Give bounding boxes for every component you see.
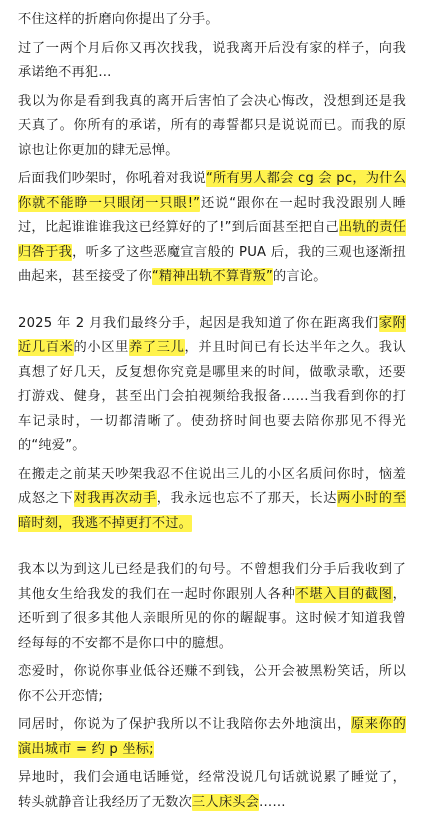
text-segment: 的言论。 xyxy=(273,269,327,284)
text-segment: ，我永远也忘不了那天，长达 xyxy=(156,491,338,506)
text-segment: 不住这样的折磨向你提出了分手。 xyxy=(18,12,219,27)
text-segment: ，并且时间已有长达半年之久。我认真想了好几天，反复想你究竟是哪里来的时间，做歌录歌，还要打游戏、健身，甚至出门会拍视频给我报备……当我看到你的打车记录时，一切都清晰了。使劲挤时间也要去陪你那见不得光的“纯爱”。 xyxy=(18,340,406,453)
paragraph-gap xyxy=(18,540,406,558)
highlighted-text: 出轨的责任归咎于我 xyxy=(18,220,406,260)
text-segment: 恋爱时，你说你事业低谷还赚不到钱，公开会被黑粉笑话，所以你不公开恋情; xyxy=(18,664,406,704)
highlighted-text: 两小时的至暗时刻，我逃不掉更打不过。 xyxy=(18,491,406,531)
paragraph xyxy=(18,167,406,290)
text-segment: 后面我们吵架时，你吼着对我说 xyxy=(18,171,206,186)
highlighted-text: 家附近几百米 xyxy=(18,315,406,355)
paragraph xyxy=(18,312,406,459)
highlighted-text: 对我再次动手 xyxy=(73,491,157,506)
text-segment: 2025 年 2 月我们最终分手，起因是我知道了你在距离我们 xyxy=(18,315,379,331)
text-segment: …… xyxy=(258,794,286,810)
highlighted-text: “精神出轨不算背叛” xyxy=(151,269,274,284)
paragraph xyxy=(18,8,406,33)
text-segment: 我以为你是看到我真的离开后害怕了会决心悔改，没想到还是我天真了。你所有的承诺，所有的毒誓都只是说说而已。而我的原谅也让你更加的肆无忌惮。 xyxy=(18,93,406,158)
text-segment: 过了一两个月后你又再次找我，说我离开后没有家的样子，向我承诺绝不再犯... xyxy=(18,40,406,80)
highlighted-text: 养了三儿 xyxy=(129,340,185,355)
highlighted-text: 不堪入目的截图 xyxy=(295,586,393,602)
text-segment: 同居时，你说为了保护我所以不让我陪你去外地演出， xyxy=(18,717,351,732)
paragraph xyxy=(18,766,406,815)
text-segment: 的小区里 xyxy=(73,340,129,355)
paragraph xyxy=(18,463,406,537)
paragraph xyxy=(18,90,406,164)
highlighted-text: “所有男人都会 cg 会 pc，为什么你就不能睁一只眼闭一只眼!” xyxy=(18,171,406,211)
text-segment: 还说“跟你在一起时我没跟别人睡过，比起谁谁谁我这已经算好的了!”到后面甚至把自己 xyxy=(18,195,406,235)
text-segment: 在搬走之前某天吵架我忍不住说出三儿的小区名质问你时，恼羞成怒之下 xyxy=(18,466,406,506)
paragraph-gap xyxy=(18,294,406,312)
text-segment: ，听多了这些恶魔宣言般的 PUA 后，我的三观也逐渐扭曲起来，甚至接受了你 xyxy=(18,244,406,284)
highlighted-text: 原来你的演出城市 = 约 p 坐标; xyxy=(18,717,406,757)
paragraph xyxy=(18,558,406,656)
text-segment: ，还听到了很多其他人亲眼所见的你的龌龊事。这时候才知道我曾经每每的不安都不是你口中的臆想。 xyxy=(18,586,406,651)
paragraph xyxy=(18,660,406,709)
paragraph xyxy=(18,37,406,86)
text-segment: 我本以为到这儿已经是我们的句号。不曾想我们分手后我收到了其他女生给我发的我们在一起时你跟别人各种 xyxy=(18,562,406,602)
paragraph xyxy=(18,713,406,762)
highlighted-text: 三人床头会 xyxy=(192,794,259,810)
text-segment: 异地时，我们会通电话睡觉，经常没说几句话就说累了睡觉了，转头就静音让我经历了无数次 xyxy=(18,770,406,810)
